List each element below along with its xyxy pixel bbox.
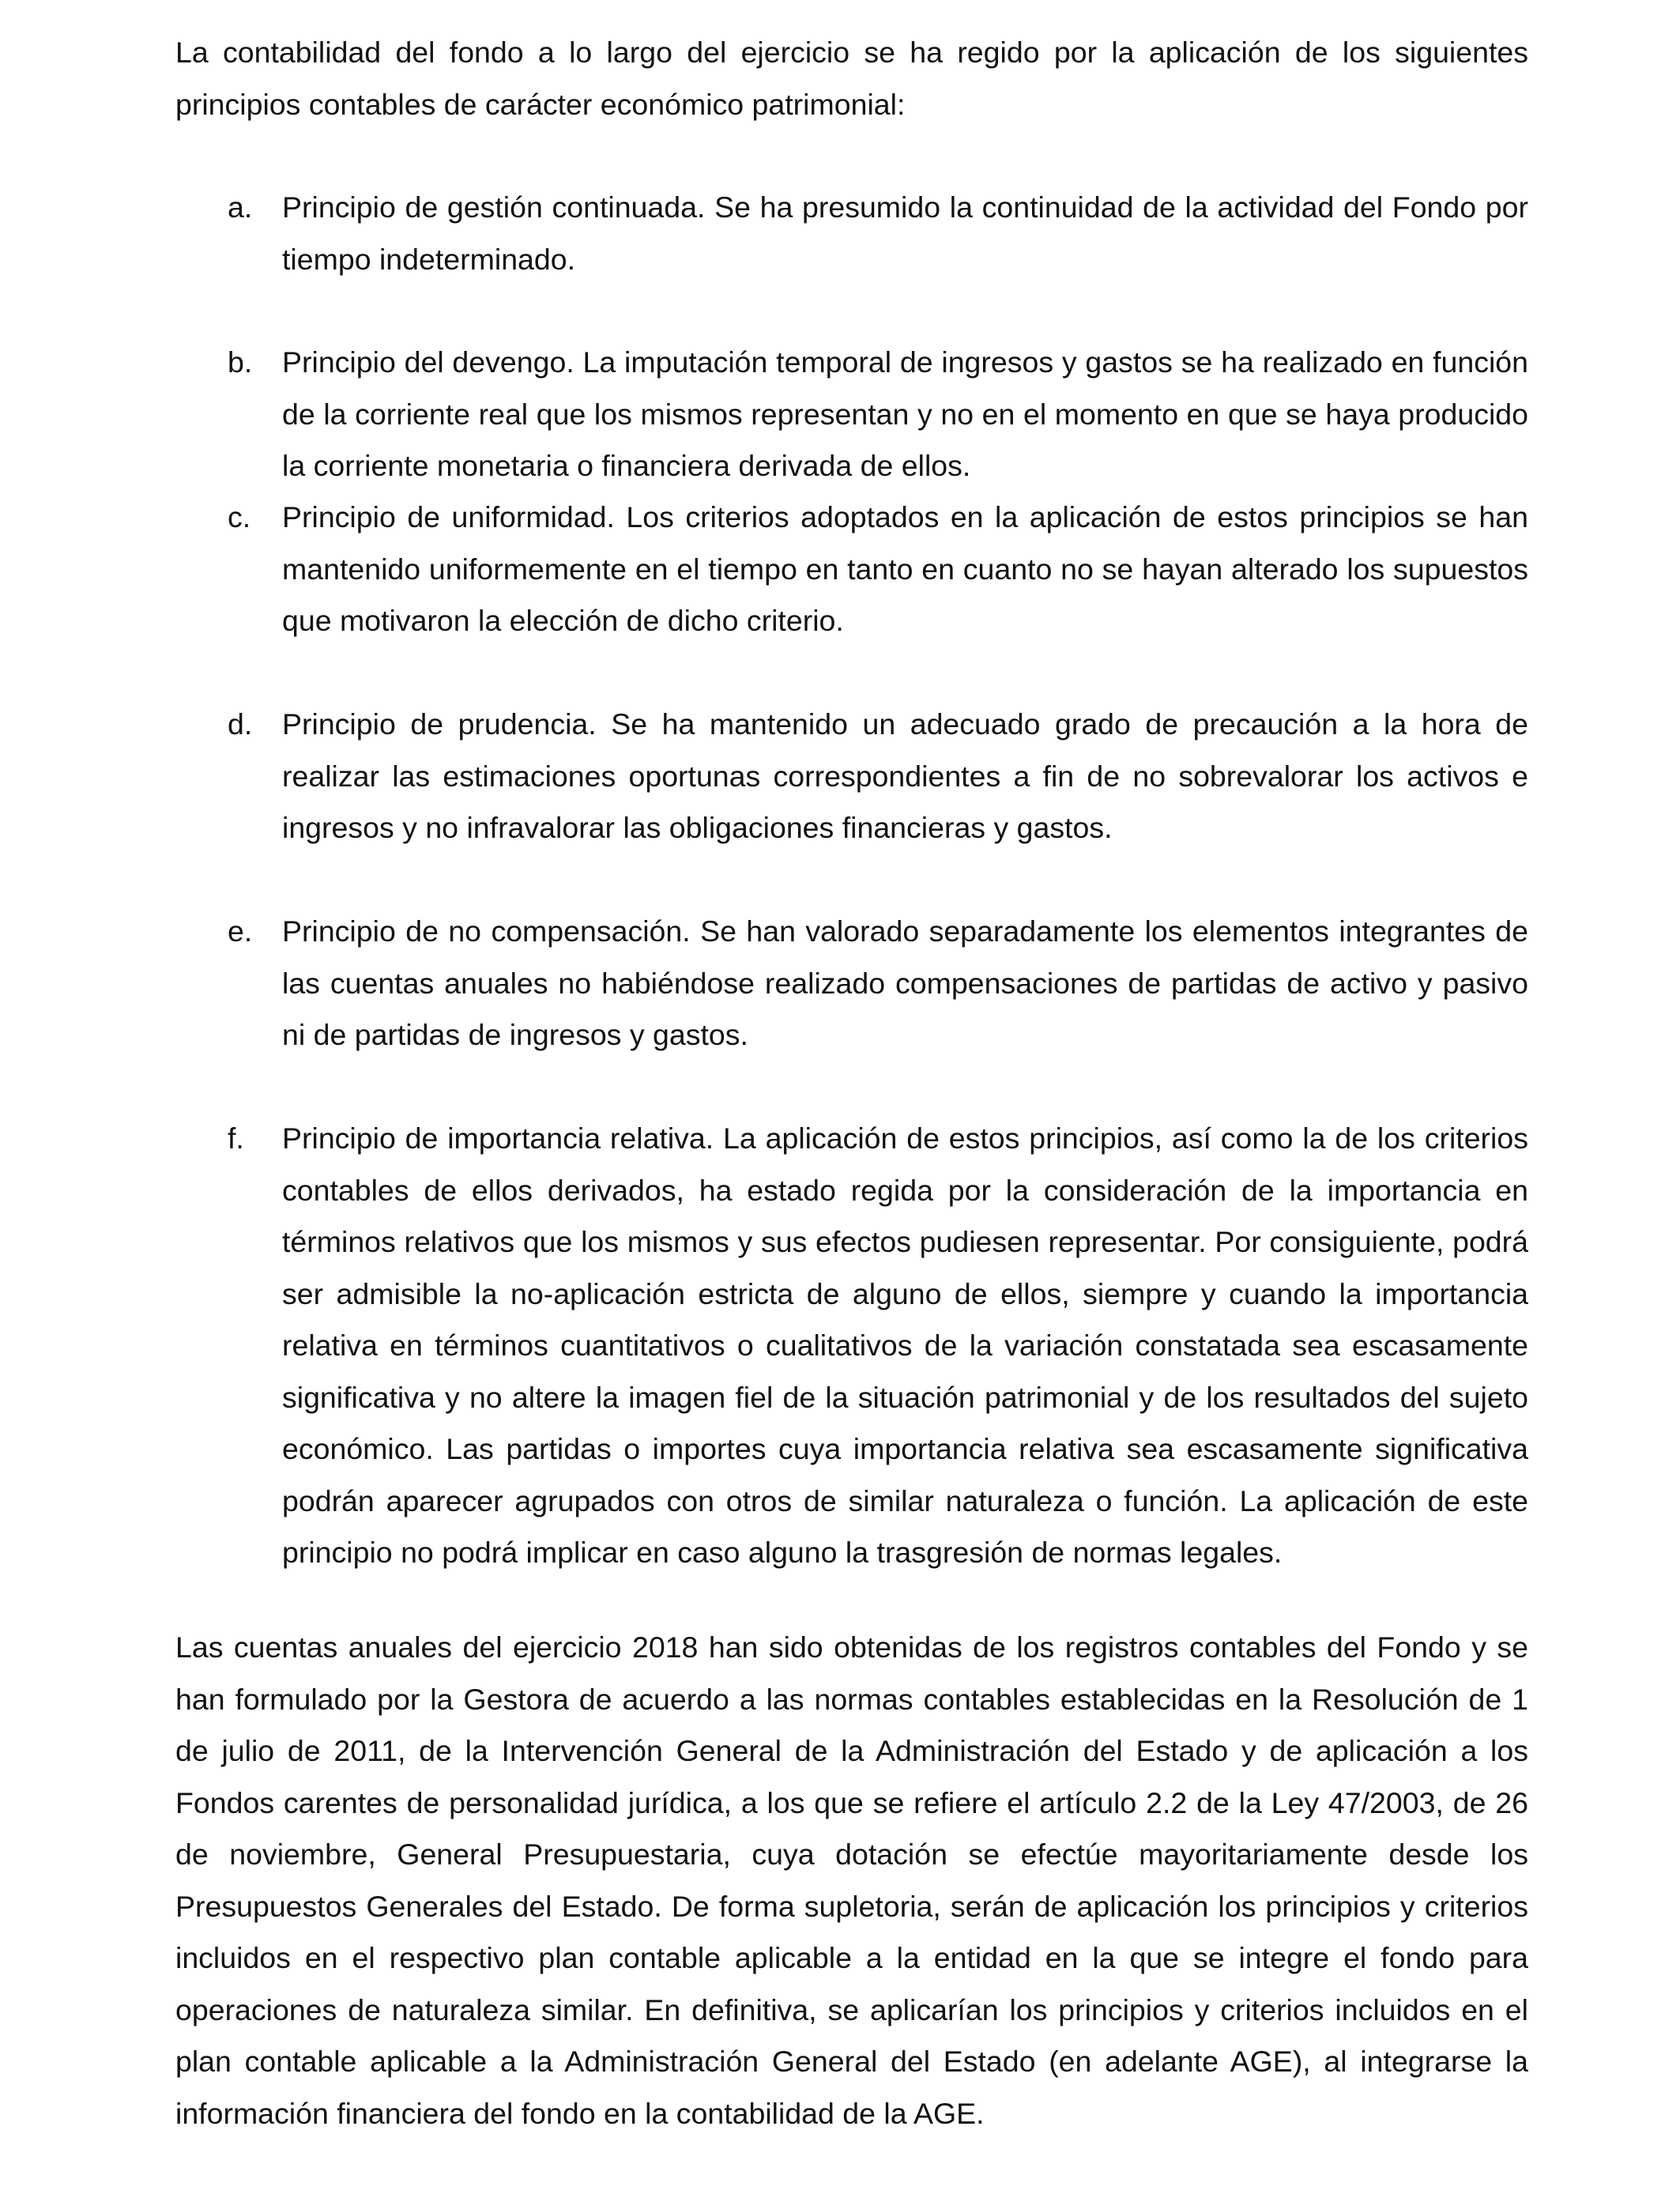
- closing-paragraph: Las cuentas anuales del ejercicio 2018 han sido obtenidas de los registros contables del Fondo y se han formulado por la Gestora de acuerdo a las normas contables establecidas en la Resolución de 1 de julio de 2011, de la Intervención General de la Administración del Estado y de aplicación a los Fondos carentes de personalidad jurídica, a los que se refiere el artículo 2.2 de la Ley 47/2003, de 26 de noviembre, General Presupuestaria, cuya dotación se efectúe mayoritariamente desde los Presupuestos Generales del Estado. De forma supletoria, serán de aplicación los principios y criterios incluidos en el respectivo plan contable aplicable a la entidad en la que se integre el fondo para operaciones de naturaleza similar. En definitiva, se aplicarían los principios y criterios incluidos en el plan contable aplicable a la Administración General del Estado (en adelante AGE), al integrarse la información financiera del fondo en la contabilidad de la AGE.: [175, 1630, 1528, 2130]
- list-marker: f.: [228, 1122, 244, 1155]
- principle-item-d: [175, 699, 1528, 854]
- principle-text: Principio de gestión continuada. Se ha presumido la continuidad de la actividad del Fondo por tiempo indeterminado.: [282, 190, 1528, 276]
- principle-item-a: [175, 182, 1528, 285]
- principle-text: Principio de prudencia. Se ha mantenido un adecuado grado de precaución a la hora de realizar las estimaciones oportunas correspondientes a fin de no sobrevalorar los activos e ingresos y no infravalorar las obligaciones financieras y gastos.: [282, 707, 1528, 844]
- intro-paragraph: La contabilidad del fondo a lo largo del ejercicio se ha regido por la aplicación de los siguientes principios contables de carácter económico patrimonial:: [175, 36, 1528, 121]
- principle-text: Principio del devengo. La imputación temporal de ingresos y gastos se ha realizado en función de la corriente real que los mismos representan y no en el momento en que se haya producido la corriente monetaria o financiera derivada de ellos.: [282, 345, 1528, 482]
- list-marker: e.: [228, 914, 253, 948]
- principle-item-f: [175, 1113, 1528, 1579]
- list-marker: a.: [228, 190, 253, 224]
- principle-text: Principio de no compensación. Se han valorado separadamente los elementos integrantes de las cuentas anuales no habiéndose realizado compensaciones de partidas de activo y pasivo ni de partidas de ingresos y gastos.: [282, 914, 1528, 1051]
- principle-item-c: [175, 492, 1528, 647]
- principle-text: Principio de uniformidad. Los criterios adoptados en la aplicación de estos principios se han mantenido uniformemente en el tiempo en tanto en cuanto no se hayan alterado los supuestos que motivaron la elección de dicho criterio.: [282, 500, 1528, 637]
- list-marker: c.: [228, 500, 251, 533]
- principle-item-b: [175, 337, 1528, 492]
- list-marker: b.: [228, 345, 253, 379]
- list-marker: d.: [228, 707, 253, 741]
- principle-text: Principio de importancia relativa. La aplicación de estos principios, así como la de los criterios contables de ellos derivados, ha estado regida por la consideración de la importancia en términos relativos que los mismos y sus efectos pudiesen representar. Por consiguiente, podrá ser admisible la no-aplicación estricta de alguno de ellos, siempre y cuando la importancia relativa en términos cuantitativos o cualitativos de la variación constatada sea escasamente significativa y no altere la imagen fiel de la situación patrimonial y de los resultados del sujeto económico. Las partidas o importes cuya importancia relativa sea escasamente significativa podrán aparecer agrupados con otros de similar naturaleza o función. La aplicación de este principio no podrá implicar en caso alguno la trasgresión de normas legales.: [282, 1122, 1528, 1569]
- principle-item-e: [175, 906, 1528, 1061]
